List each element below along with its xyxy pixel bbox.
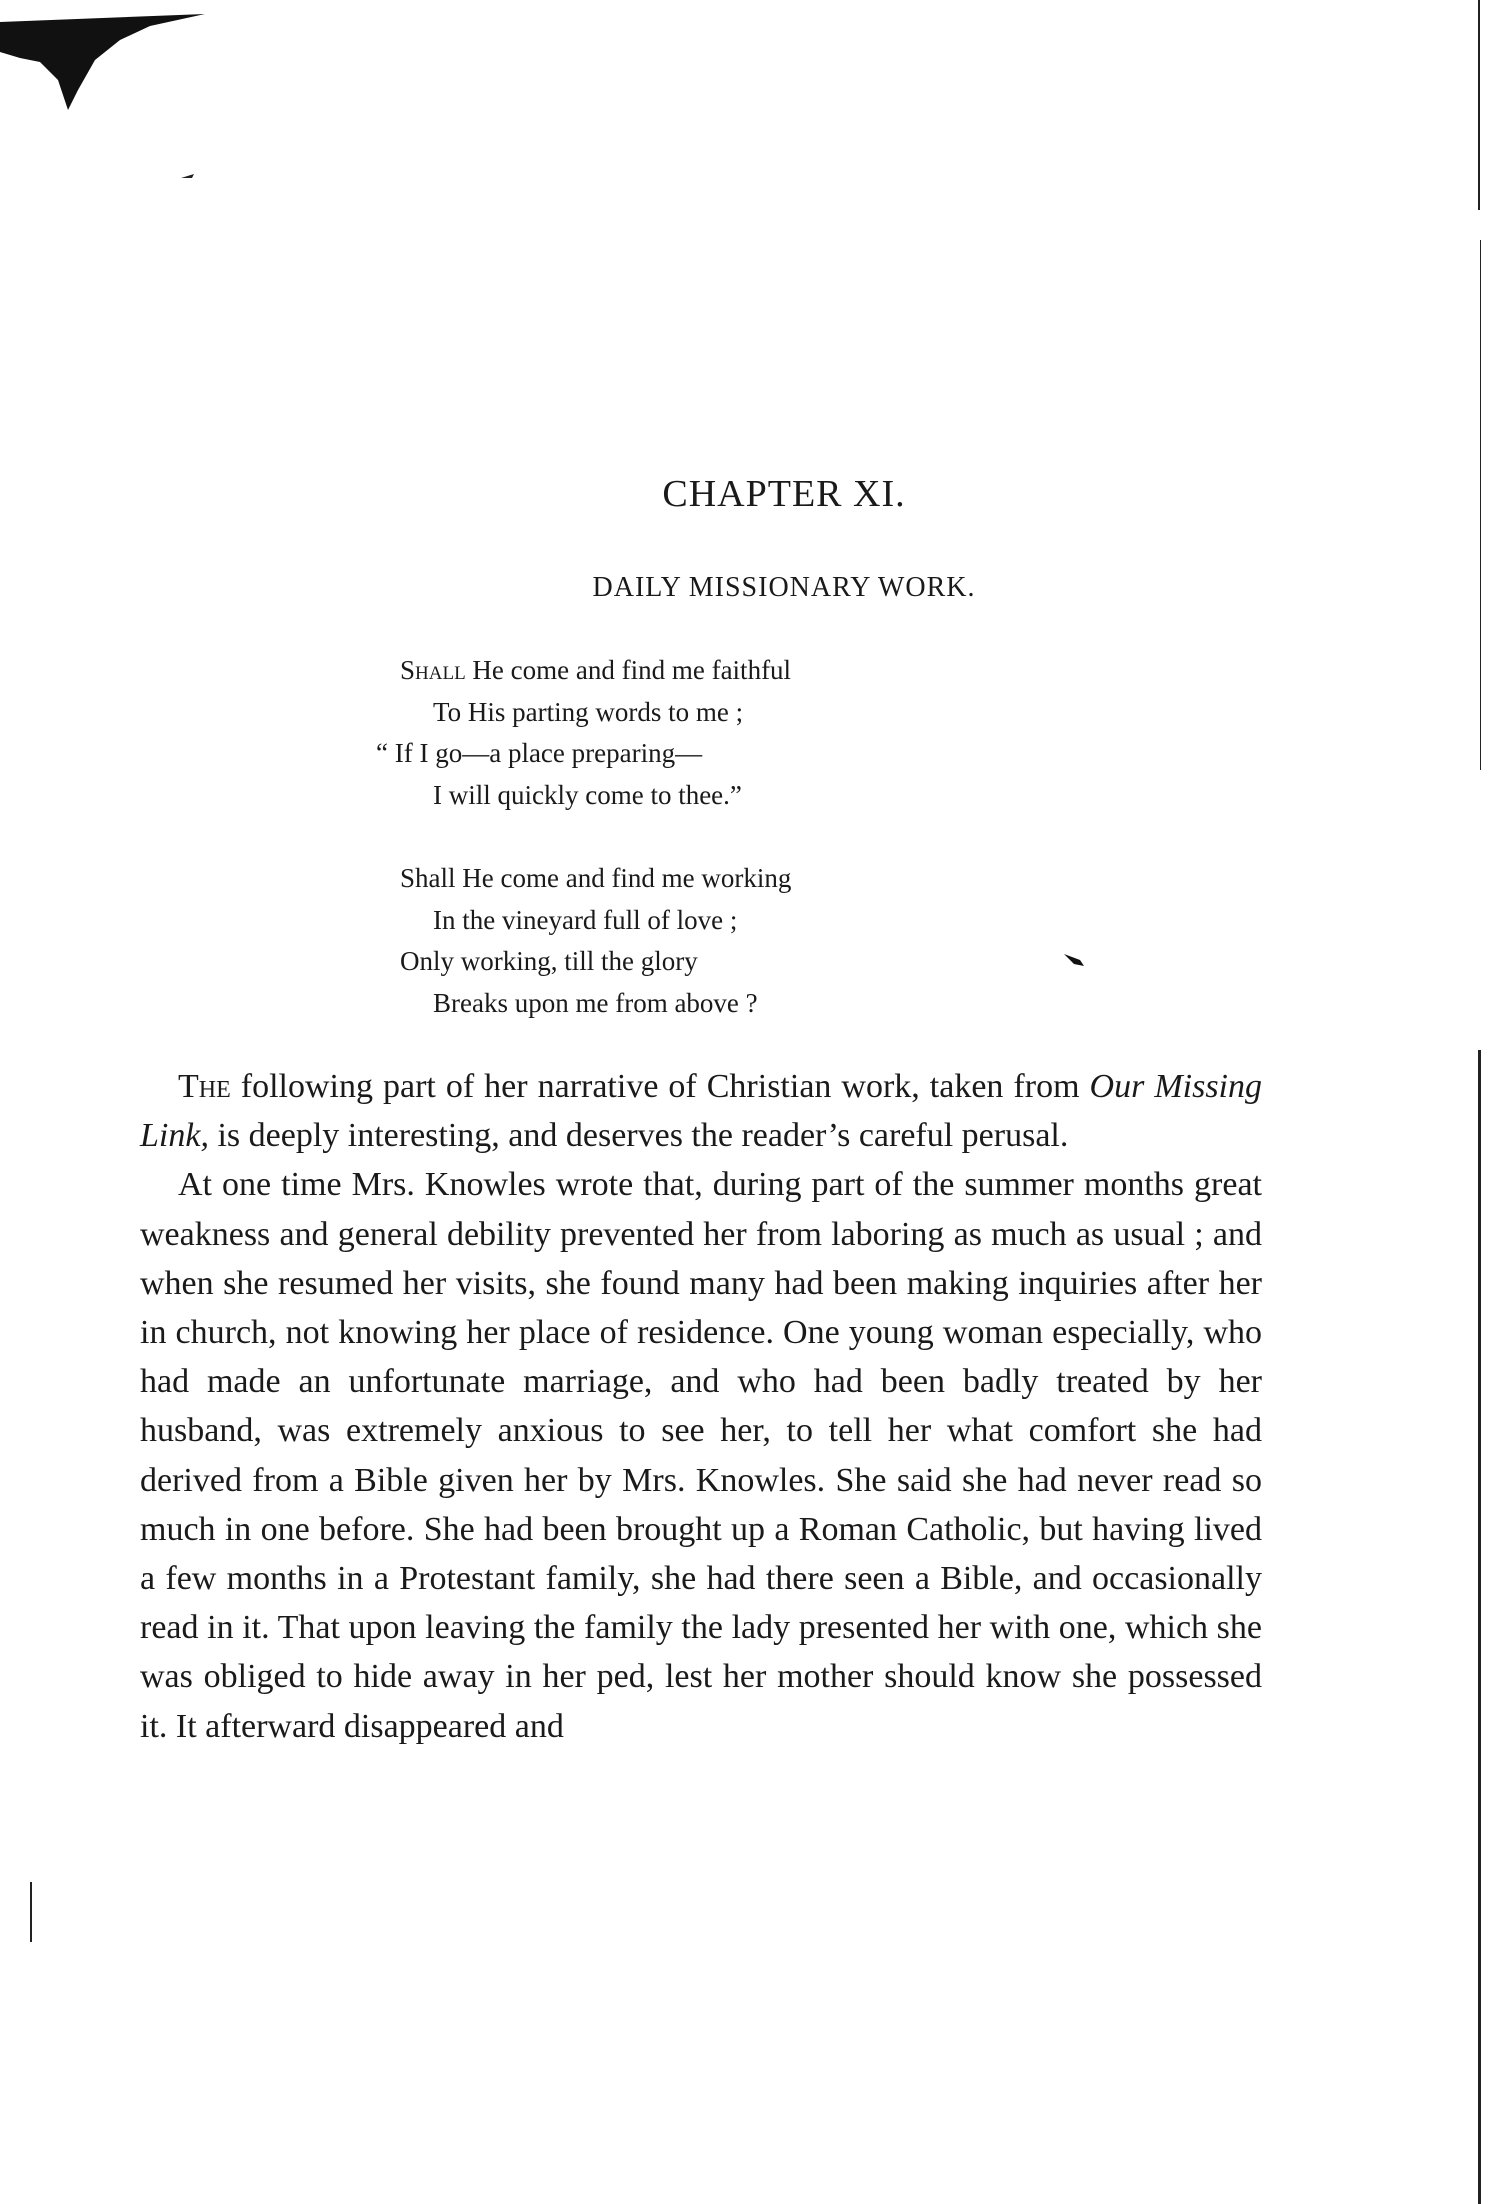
paragraph-text: is deeply interesting, and deserves the reader’s careful perusal.: [208, 1117, 1069, 1155]
poem-line: “ If I go—a place preparing—: [376, 738, 703, 768]
scan-edge-line-left: [30, 1882, 32, 1942]
poem-line: To His parting words to me ;: [433, 696, 744, 727]
scan-edge-line-3: [1478, 1050, 1481, 2204]
poem-line: Shall He come and find me working: [400, 863, 792, 893]
scan-speck-1: [180, 172, 200, 182]
poem-line-text: He come and find me faithful: [465, 655, 792, 685]
publication-title: Our Missing Link,: [140, 1068, 1262, 1155]
poem-stanza-2: [400, 858, 1020, 1024]
chapter-heading: CHAPTER XI.: [662, 473, 906, 515]
chapter-body: [140, 1062, 1262, 1751]
poem-line: I will quickly come to thee.”: [433, 779, 742, 810]
poem-line: In the vineyard full of love ;: [433, 904, 738, 935]
poem-lead-word: Shall: [400, 655, 466, 685]
chapter-subtitle: DAILY MISSIONARY WORK.: [592, 572, 976, 603]
scan-blot-top-left: [0, 0, 220, 120]
poem-line: Breaks upon me from above ?: [433, 987, 758, 1018]
poem-line: [400, 650, 1020, 692]
epigraph-poem: [376, 650, 1020, 1066]
poem-line: Only working, till the glory: [400, 946, 698, 976]
scan-edge-line-1: [1478, 0, 1480, 210]
poem-stanza-1: [376, 650, 1020, 816]
scan-speck-2: [1060, 950, 1090, 970]
body-paragraph-2: At one time Mrs. Knowles wrote that, during part of the summer months great weakness and general debility prevented her from laboring as much as usual ; and when she resumed her visits, she found many had been making inquiries after her in church, not knowing her place of residence. One young woman especially, who had made an unfortunate marriage, and who had been badly treated by her husband, was extremely anxious to see her, to tell her what comfort she had derived from a Bible given her by Mrs. Knowles. She said she had never read so much in one before. She had been brought up a Roman Catholic, but having lived a few months in a Protestant family, she had there seen a Bible, and occasionally read in it. That upon leaving the family the lady presented her with one, which she was obliged to hide away in her ped, lest her mother should know she possessed it. It afterward disappeared and: [140, 1166, 1262, 1745]
paragraph-text: following part of her narrative of Christian work, taken from: [230, 1068, 1090, 1105]
body-paragraph-1: [140, 1062, 1262, 1160]
paragraph-lead-word: The: [178, 1068, 231, 1105]
